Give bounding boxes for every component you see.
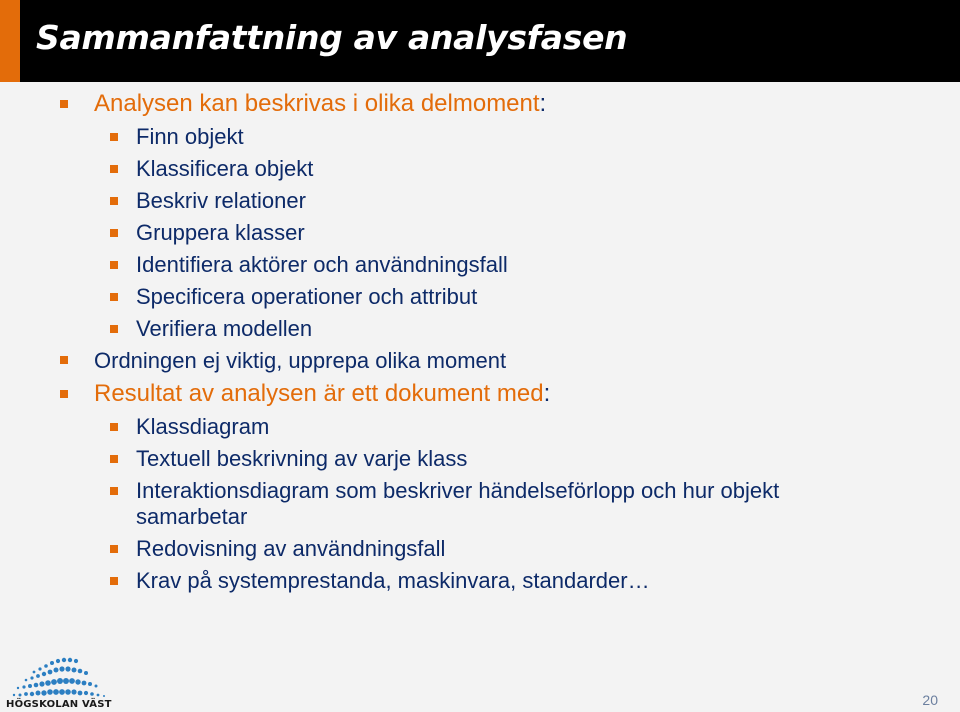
- bullet-colon: :: [539, 90, 547, 117]
- sub-bullet: Identifiera aktörer och användningsfall: [136, 252, 508, 277]
- bullet-analysen: [94, 90, 546, 118]
- bullet-marker: [110, 165, 118, 173]
- sub-bullet: Interaktionsdiagram som beskriver händelseförlopp och hur objekt: [136, 478, 780, 503]
- slide-title: Sammanfattning av analysfasen: [36, 18, 628, 57]
- bullet-colon: :: [543, 380, 551, 407]
- bullet-marker: [110, 197, 118, 205]
- sub-bullet: Gruppera klasser: [136, 220, 305, 245]
- bullet-marker: [60, 390, 68, 398]
- bullet-marker: [110, 577, 118, 585]
- sub-bullet-continuation: samarbetar: [136, 504, 248, 529]
- bullet-ordningen: Ordningen ej viktig, upprepa olika moment: [94, 348, 507, 373]
- bullet-marker: [110, 293, 118, 301]
- sub-bullet: Textuell beskrivning av varje klass: [136, 446, 468, 471]
- sub-bullet: Beskriv relationer: [136, 188, 306, 213]
- bullet-text: Analysen kan beskrivas i olika delmoment: [94, 90, 540, 117]
- bullet-marker: [110, 545, 118, 553]
- sub-bullet: Verifiera modellen: [136, 316, 313, 341]
- sub-bullet: Specificera operationer och attribut: [136, 284, 478, 309]
- bullet-marker: [60, 100, 68, 108]
- sub-bullet: Klassdiagram: [136, 414, 270, 439]
- title-bar: [0, 0, 960, 82]
- bullet-marker: [110, 261, 118, 269]
- sub-bullet: Finn objekt: [136, 124, 244, 149]
- bullet-marker: [110, 423, 118, 431]
- title-accent-bar: [0, 0, 20, 82]
- bullet-marker: [60, 356, 68, 364]
- bullet-marker: [110, 455, 118, 463]
- bullet-marker: [110, 487, 118, 495]
- bullet-resultat: [94, 380, 550, 408]
- bullet-text: Resultat av analysen är ett dokument med: [94, 380, 544, 407]
- sub-bullet: Krav på systemprestanda, maskinvara, standarder…: [136, 568, 650, 593]
- bullet-marker: [110, 325, 118, 333]
- logo-text: HÖGSKOLAN VÄST: [6, 699, 112, 710]
- sub-bullet: Klassificera objekt: [136, 156, 314, 181]
- sub-bullet: Redovisning av användningsfall: [136, 536, 446, 561]
- bullet-marker: [110, 229, 118, 237]
- page-number: 20: [922, 692, 938, 708]
- bullet-marker: [110, 133, 118, 141]
